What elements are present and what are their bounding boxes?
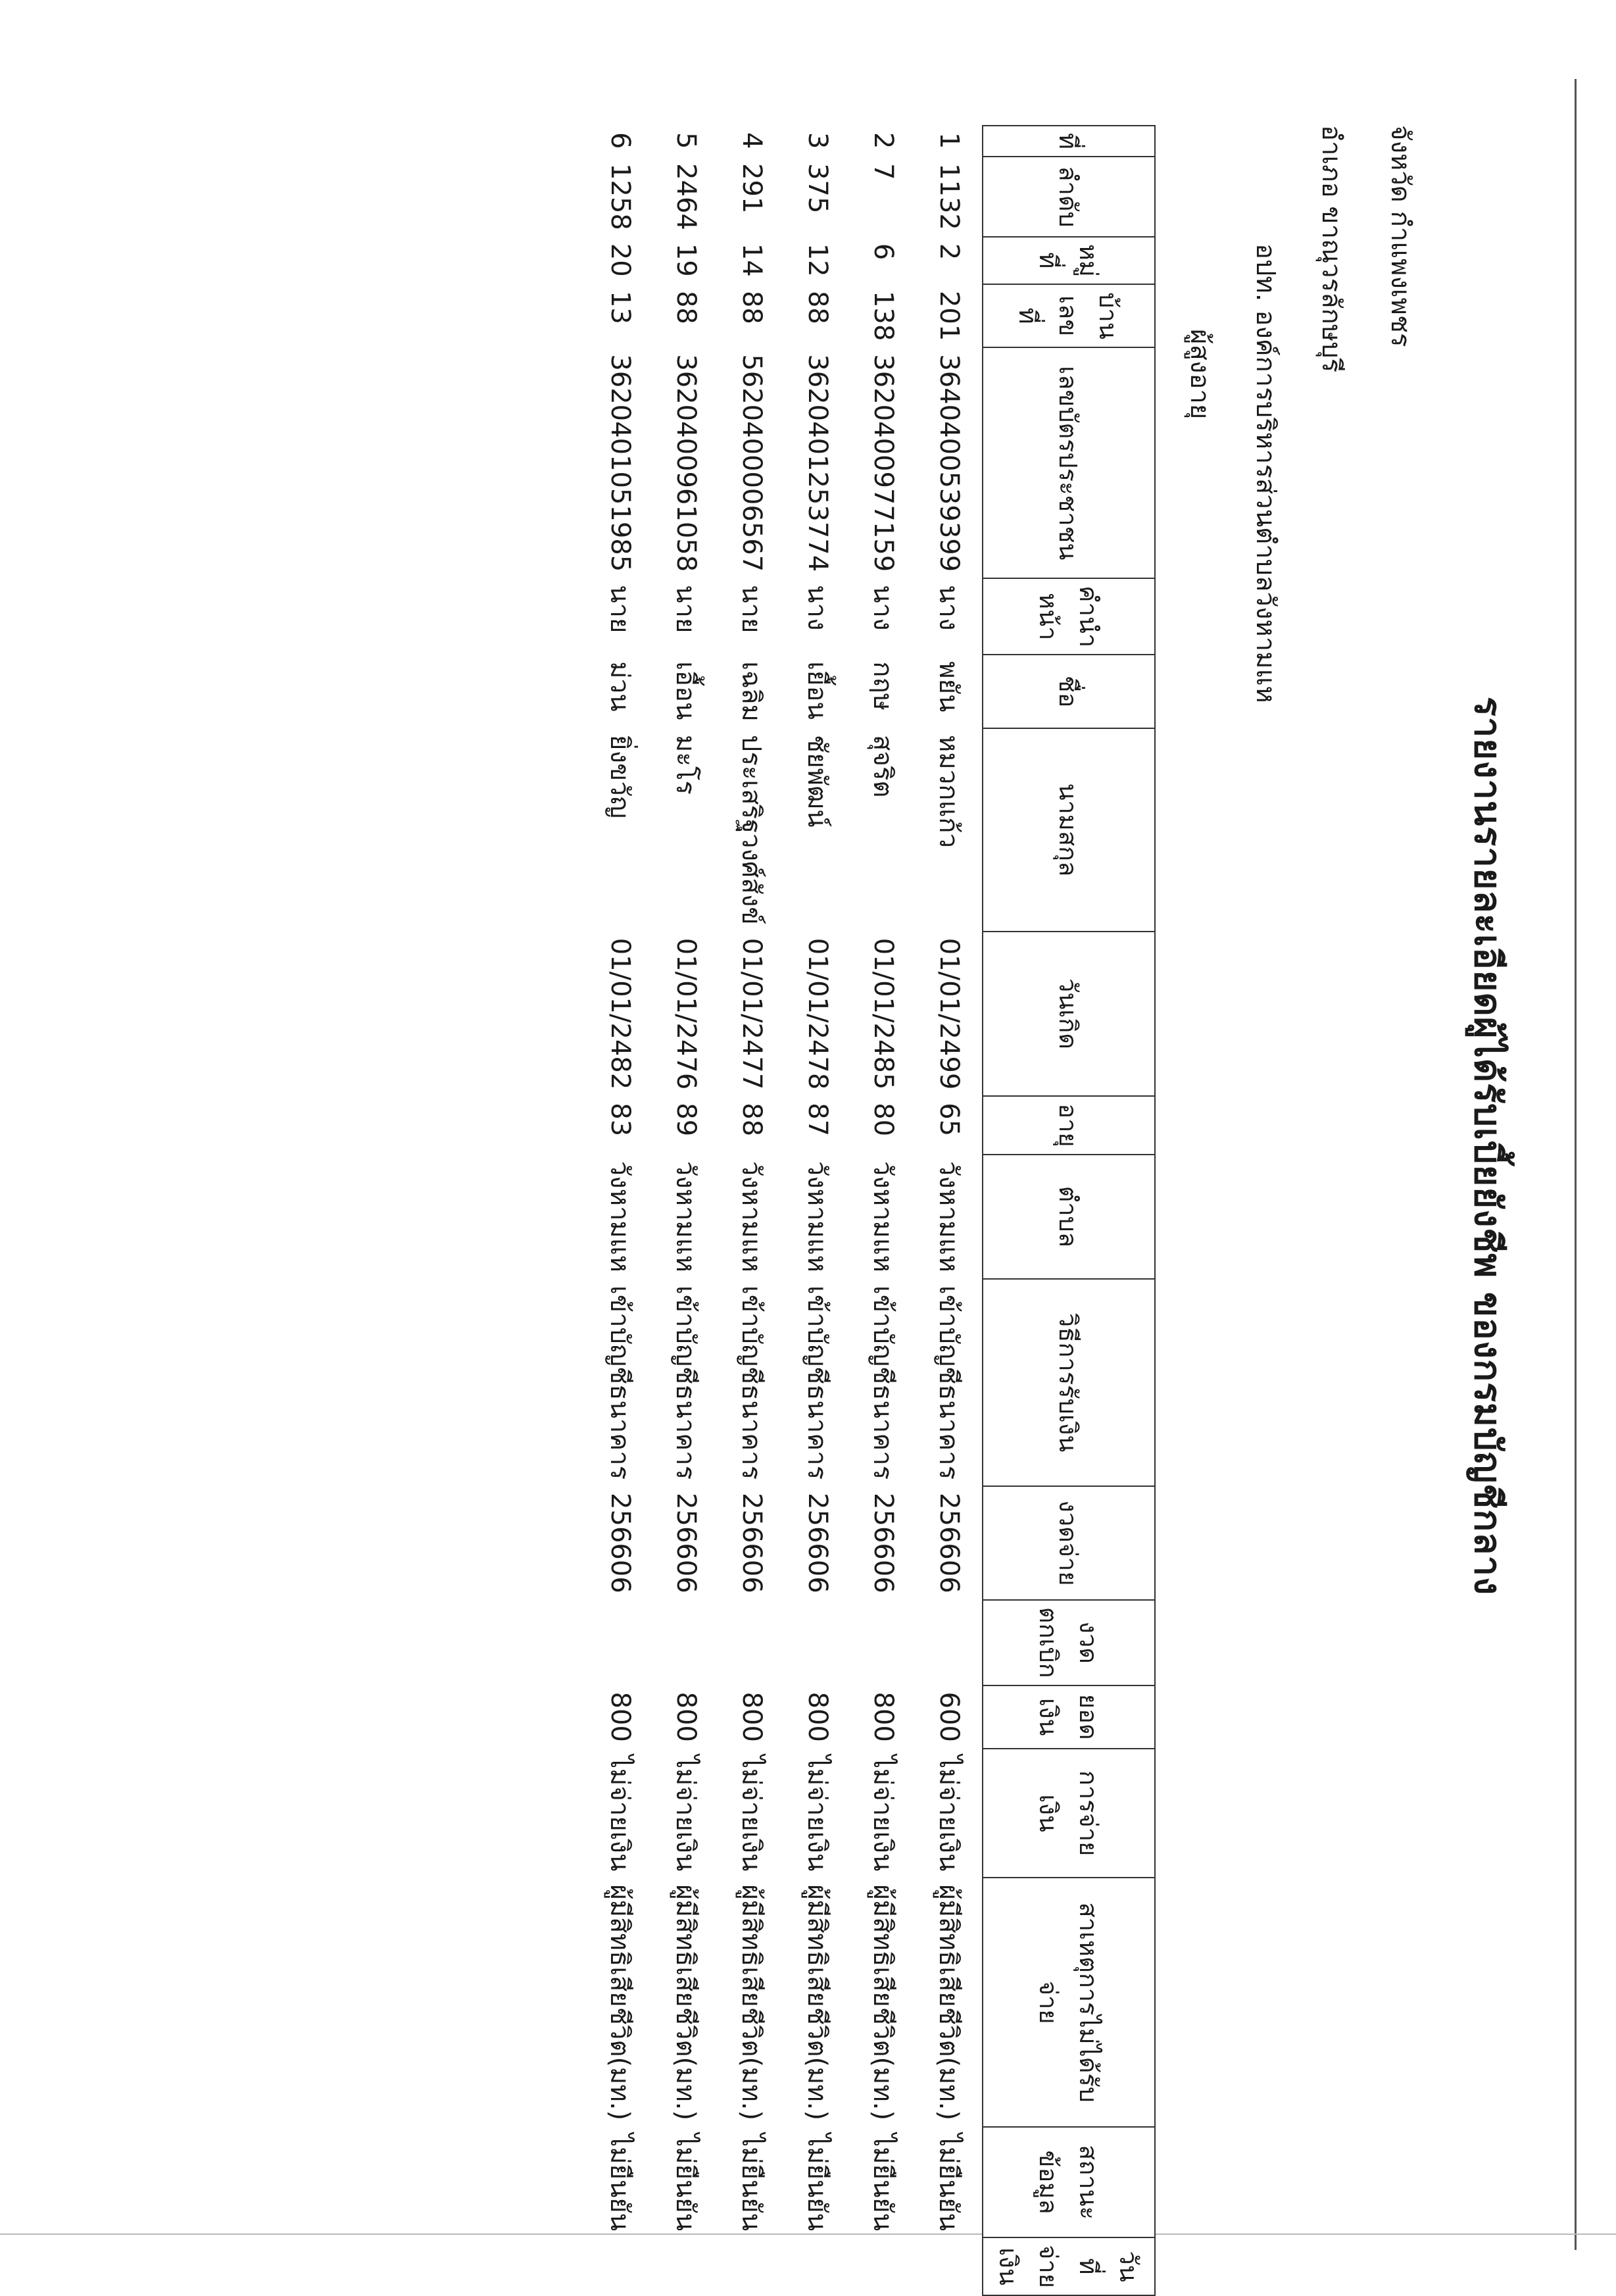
cell-arrears <box>916 1600 983 1685</box>
cell-arrears <box>653 1600 719 1685</box>
cell-paydate <box>719 2237 785 2295</box>
cell-paydate <box>785 2237 850 2295</box>
cell-seq: 7 <box>868 163 898 180</box>
cell-no: 1 <box>934 132 964 149</box>
cell-paydate <box>587 2237 653 2295</box>
cell-reason: ผู้มีสิทธิเสียชีวิต(มท.) <box>736 1884 766 2121</box>
column-header: ที่ <box>983 126 1155 157</box>
cell-last: หมวกแก้ว <box>933 735 964 848</box>
column-header: ลำดับ <box>983 157 1155 237</box>
cell-seq: 1258 <box>605 163 635 230</box>
cell-first: ม่วน <box>604 661 635 712</box>
column-header: วิธีการรับเงิน <box>983 1279 1155 1486</box>
cell-arrears <box>850 1600 916 1685</box>
cell-house: 88 <box>737 290 767 324</box>
cell-first: เฉลิม <box>736 661 766 722</box>
cell-moo: 12 <box>802 243 833 277</box>
table-row <box>719 126 785 2295</box>
cell-tambon: วังหามแห <box>736 1160 766 1273</box>
cell-arrears <box>785 1600 850 1685</box>
column-header: งวด ตกเบิก <box>983 1600 1155 1685</box>
column-header: บ้านเลขที่ <box>983 284 1155 347</box>
cell-seq: 1132 <box>934 163 964 230</box>
column-header: หมู่ที่ <box>983 237 1155 284</box>
cell-id: 3620401253774 <box>802 354 833 572</box>
cell-id: 3620400977159 <box>868 354 898 572</box>
cell-paydate <box>916 2237 983 2295</box>
cell-birth: 01/01/2478 <box>802 937 833 1090</box>
cell-prefix: นาง <box>868 585 898 631</box>
cell-seq: 375 <box>802 163 833 214</box>
cell-status: ไม่ยืนยัน <box>670 2134 700 2232</box>
cell-reason: ผู้มีสิทธิเสียชีวิต(มท.) <box>868 1884 898 2121</box>
column-header: วันที่ จ่ายเงิน <box>983 2237 1155 2295</box>
cell-house: 138 <box>868 290 898 341</box>
column-header: นามสกุล <box>983 728 1155 932</box>
top-border-line <box>1575 79 1577 2250</box>
cell-period: 256606 <box>868 1493 898 1593</box>
table-row <box>587 126 653 2295</box>
cell-tambon: วังหามแห <box>670 1160 700 1273</box>
cell-amount: 600 <box>934 1691 964 1742</box>
cell-seq: 291 <box>737 163 767 214</box>
cell-moo: 20 <box>605 243 635 277</box>
cell-birth: 01/01/2499 <box>934 937 964 1090</box>
cell-birth: 01/01/2476 <box>671 937 701 1090</box>
column-header: อายุ <box>983 1096 1155 1154</box>
cell-last: มะโร <box>670 735 700 795</box>
cell-period: 256606 <box>737 1493 767 1593</box>
column-header: ตำบล <box>983 1155 1155 1279</box>
cell-no: 3 <box>802 132 833 149</box>
district-value: ขาณุวรลักษบุรี <box>1316 206 1346 373</box>
cell-paydate <box>653 2237 719 2295</box>
column-header: ยอดเงิน <box>983 1685 1155 1749</box>
cell-last: ยิ่งขวัญ <box>604 735 635 818</box>
cell-pay: ไม่จ่ายเงิน <box>604 1755 635 1872</box>
cell-method: เข้าบัญชีธนาคาร <box>736 1285 766 1480</box>
district-line <box>1311 125 1353 372</box>
cell-pay: ไม่จ่ายเงิน <box>736 1755 766 1872</box>
cell-no: 4 <box>737 132 767 149</box>
cell-seq: 2464 <box>671 163 701 230</box>
cell-pay: ไม่จ่ายเงิน <box>802 1755 832 1872</box>
cell-no: 2 <box>868 132 898 149</box>
cell-arrears <box>719 1600 785 1685</box>
cell-reason: ผู้มีสิทธิเสียชีวิต(มท.) <box>670 1884 700 2121</box>
cell-tambon: วังหามแห <box>802 1160 832 1273</box>
cell-moo: 2 <box>934 243 964 261</box>
table-header-row <box>983 126 1155 2295</box>
cell-first: พยัน <box>933 661 964 712</box>
report-title: รายงานรายละเอียดผู้ได้รับเบี้ยยังชีพ ของกรมบัญชีกลาง <box>1466 696 1509 1596</box>
cell-no: 5 <box>671 132 701 149</box>
cell-pay: ไม่จ่ายเงิน <box>868 1755 898 1872</box>
cell-method: เข้าบัญชีธนาคาร <box>604 1285 635 1480</box>
cell-pay: ไม่จ่ายเงิน <box>670 1755 700 1872</box>
cell-amount: 800 <box>605 1691 635 1742</box>
table-row <box>653 126 719 2295</box>
cell-reason: ผู้มีสิทธิเสียชีวิต(มท.) <box>933 1884 964 2121</box>
column-header: งวดจ่าย <box>983 1486 1155 1600</box>
cell-status: ไม่ยืนยัน <box>868 2134 898 2232</box>
cell-last: ชัยพัฒน์ <box>802 735 832 828</box>
cell-period: 256606 <box>671 1493 701 1593</box>
column-header: ชื่อ <box>983 655 1155 728</box>
column-header: สาเหตุการไม่ได้รับจ่าย <box>983 1878 1155 2127</box>
cell-arrears <box>587 1600 653 1685</box>
province-value: กำแพงเพชร <box>1385 211 1415 347</box>
cell-status: ไม่ยืนยัน <box>802 2134 832 2232</box>
cell-prefix: นาง <box>802 585 832 631</box>
cell-birth: 01/01/2485 <box>868 937 898 1090</box>
district-label: อำเภอ <box>1316 125 1346 198</box>
cell-id: 5620400006567 <box>737 354 767 572</box>
cell-period: 256606 <box>605 1493 635 1593</box>
cell-first: กฤษ <box>868 661 898 711</box>
cell-age: 83 <box>605 1103 635 1137</box>
cell-method: เข้าบัญชีธนาคาร <box>868 1285 898 1480</box>
column-header: เลขบัตรประชาชน <box>983 347 1155 578</box>
cell-last: ประเสริฐวงศ์สังข์ <box>736 735 766 925</box>
cell-first: เอื้อน <box>670 661 700 720</box>
table-row <box>785 126 850 2295</box>
cell-pay: ไม่จ่ายเงิน <box>933 1755 964 1872</box>
cell-house: 88 <box>671 290 701 324</box>
cell-id: 3620401051985 <box>605 354 635 572</box>
cell-status: ไม่ยืนยัน <box>604 2134 635 2232</box>
cell-last: สุจริต <box>868 735 898 798</box>
org-name: อปท. องค์การบริหารส่วนตำบลวังหามแห <box>1250 243 1281 703</box>
cell-prefix: นาย <box>604 585 635 634</box>
table-row <box>850 126 916 2295</box>
cell-paydate <box>850 2237 916 2295</box>
cell-id: 3620400961058 <box>671 354 701 572</box>
cell-age: 65 <box>934 1103 964 1137</box>
cell-no: 6 <box>605 132 635 149</box>
cell-tambon: วังหามแห <box>933 1160 964 1273</box>
cell-reason: ผู้มีสิทธิเสียชีวิต(มท.) <box>604 1884 635 2121</box>
cell-method: เข้าบัญชีธนาคาร <box>670 1285 700 1480</box>
cell-prefix: นาย <box>670 585 700 634</box>
column-header: การจ่ายเงิน <box>983 1749 1155 1878</box>
beneficiary-table <box>587 125 1156 2296</box>
cell-amount: 800 <box>868 1691 898 1742</box>
cell-id: 3640400539399 <box>934 354 964 572</box>
cell-moo: 6 <box>868 243 898 261</box>
cell-method: เข้าบัญชีธนาคาร <box>802 1285 832 1480</box>
column-header: วันเกิด <box>983 932 1155 1097</box>
cell-house: 13 <box>605 290 635 324</box>
cell-age: 89 <box>671 1103 701 1137</box>
province-label: จังหวัด <box>1385 125 1415 203</box>
cell-tambon: วังหามแห <box>868 1160 898 1273</box>
cell-age: 87 <box>802 1103 833 1137</box>
category-label: ผู้สูงอายุ <box>1185 329 1215 420</box>
cell-age: 80 <box>868 1103 898 1137</box>
table-body <box>587 126 983 2295</box>
cell-prefix: นาง <box>933 585 964 631</box>
cell-amount: 800 <box>802 1691 833 1742</box>
cell-first: เยื้อน <box>802 661 832 720</box>
cell-age: 88 <box>737 1103 767 1137</box>
cell-status: ไม่ยืนยัน <box>933 2134 964 2232</box>
column-header: สถานะ ข้อมูล <box>983 2127 1155 2237</box>
cell-status: ไม่ยืนยัน <box>736 2134 766 2232</box>
cell-house: 88 <box>802 290 833 324</box>
cell-period: 256606 <box>934 1493 964 1593</box>
cell-reason: ผู้มีสิทธิเสียชีวิต(มท.) <box>802 1884 832 2121</box>
cell-birth: 01/01/2477 <box>737 937 767 1090</box>
cell-moo: 19 <box>671 243 701 277</box>
table-row <box>916 126 983 2295</box>
column-header: คำนำหน้า <box>983 578 1155 655</box>
cell-period: 256606 <box>802 1493 833 1593</box>
cell-moo: 14 <box>737 243 767 277</box>
cell-amount: 800 <box>737 1691 767 1742</box>
cell-birth: 01/01/2482 <box>605 937 635 1090</box>
province-line <box>1380 125 1422 347</box>
cell-tambon: วังหามแห <box>604 1160 635 1273</box>
cell-amount: 800 <box>671 1691 701 1742</box>
cell-house: 201 <box>934 290 964 341</box>
cell-prefix: นาย <box>736 585 766 634</box>
cell-method: เข้าบัญชีธนาคาร <box>933 1285 964 1480</box>
